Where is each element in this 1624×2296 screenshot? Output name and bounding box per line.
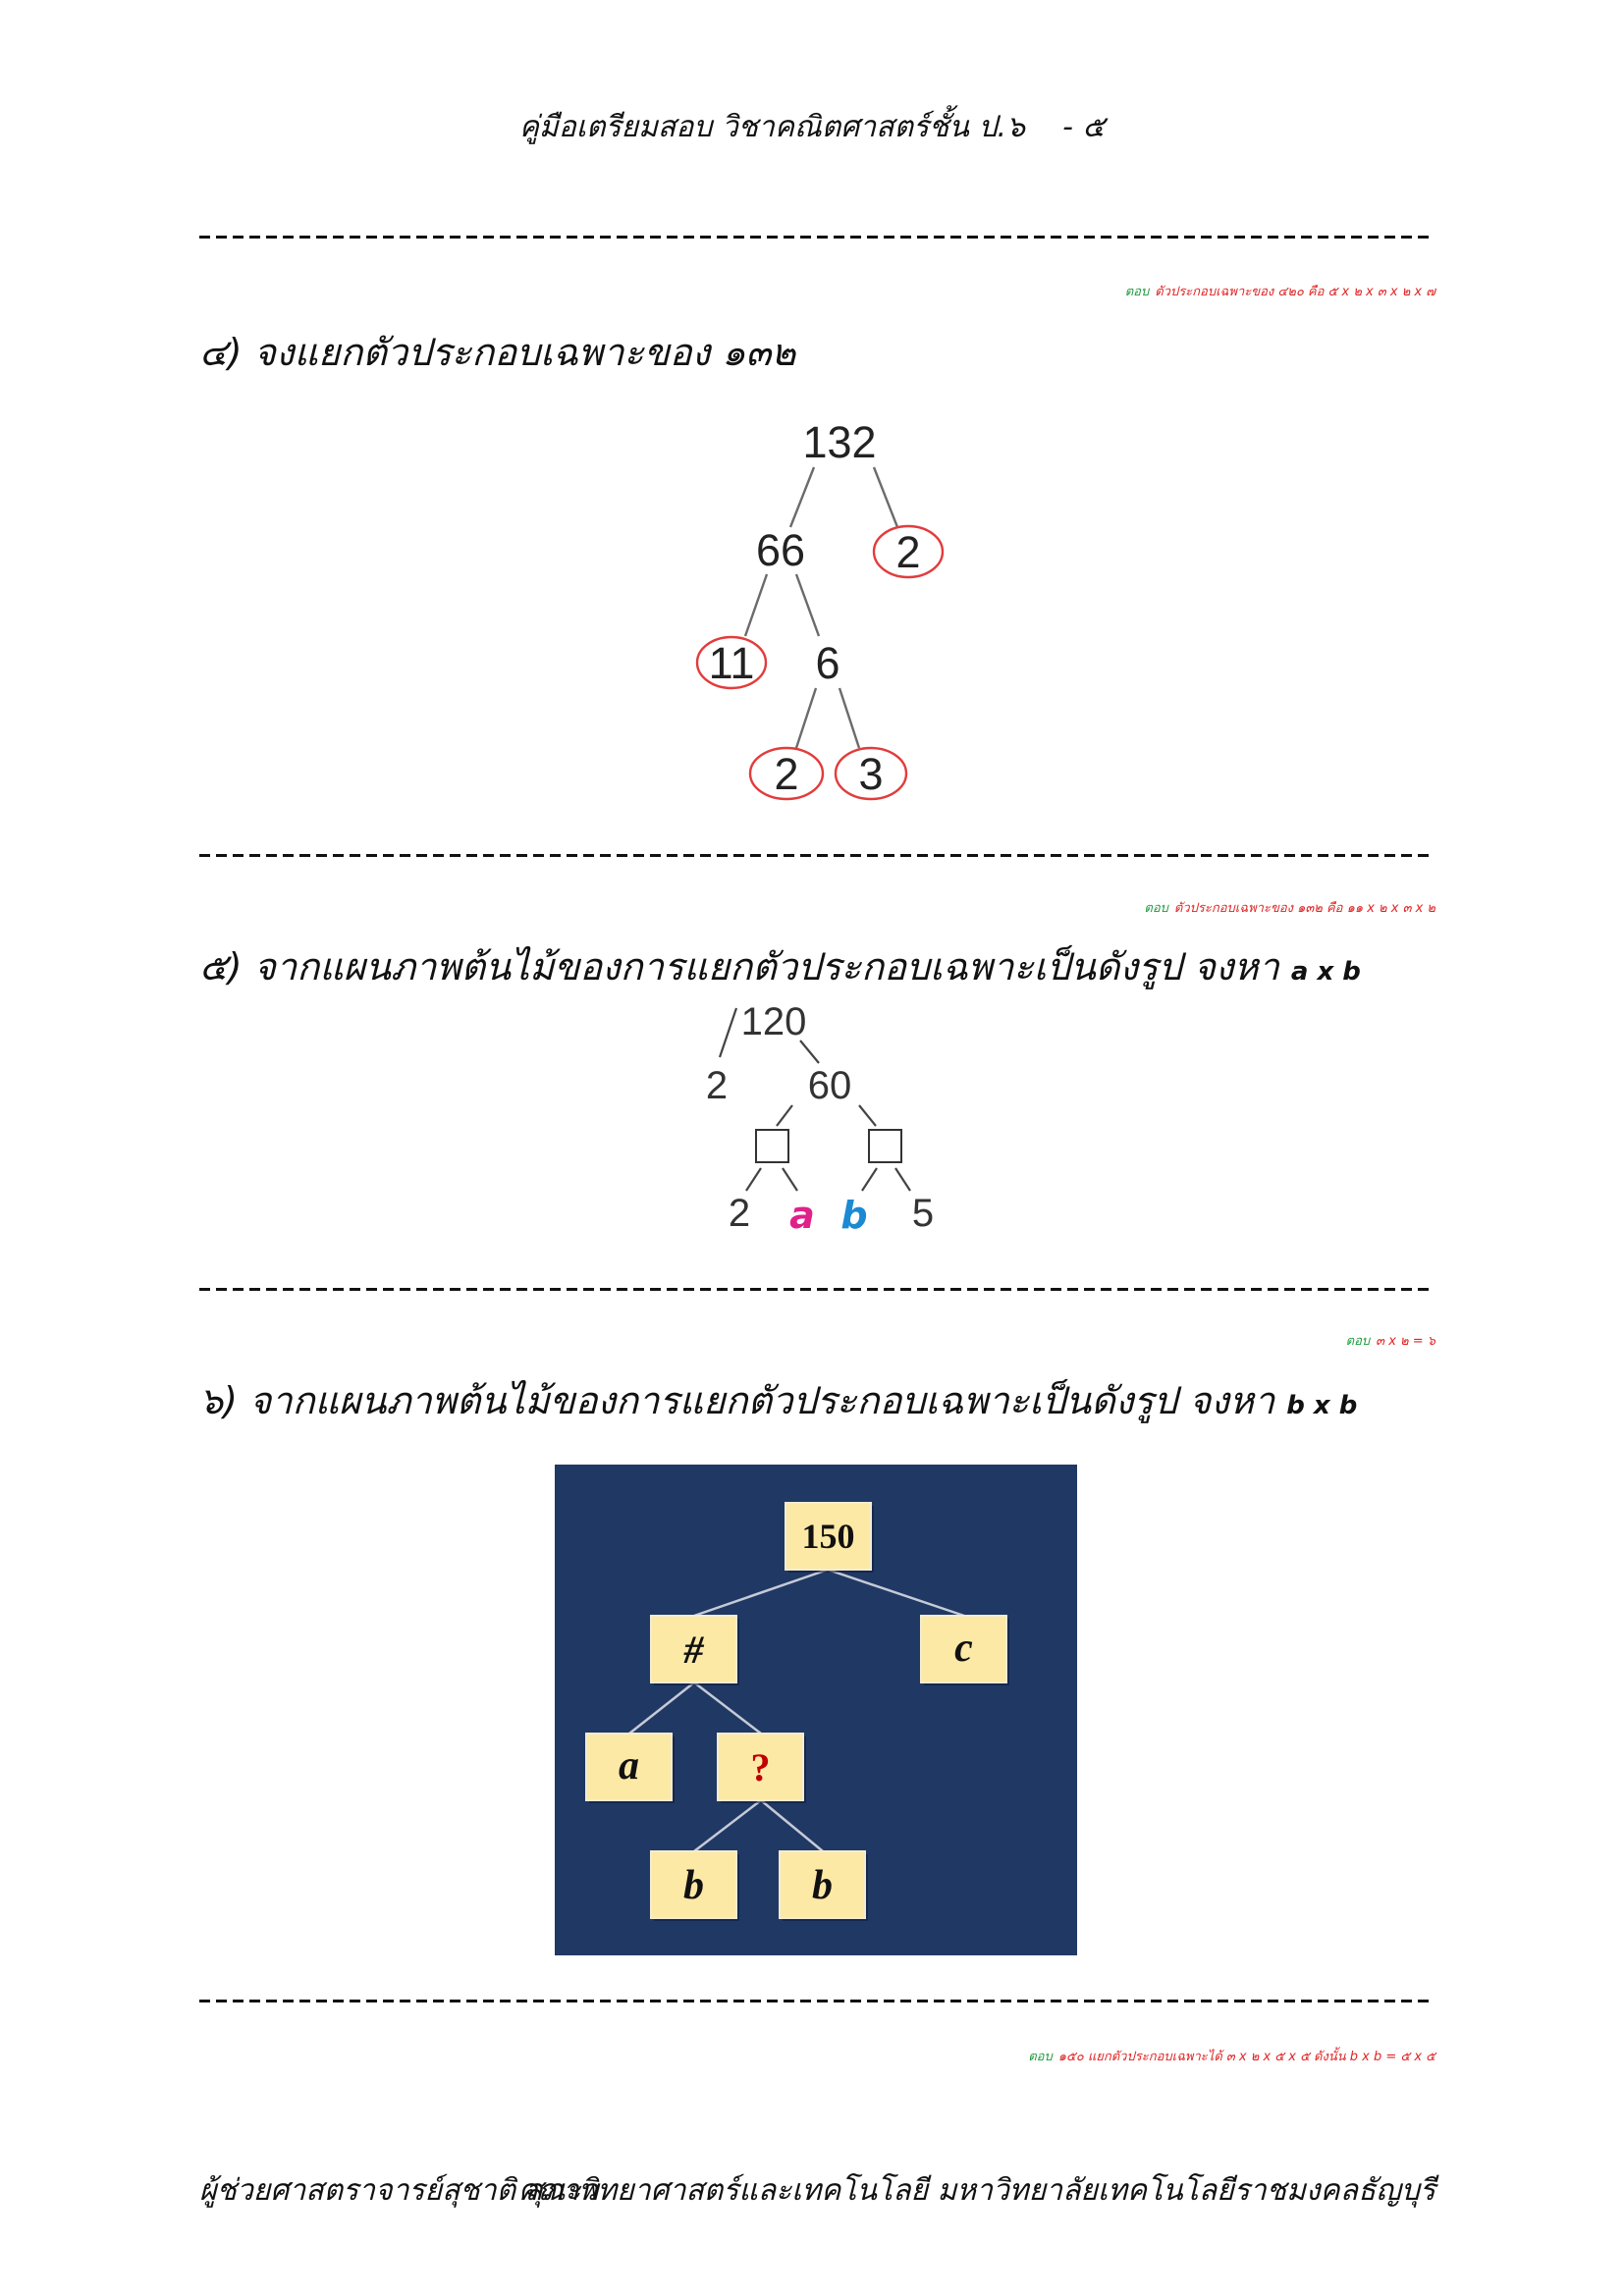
dashed-divider bbox=[199, 2000, 1432, 2002]
tree-leaf-variable-a: a bbox=[789, 1194, 815, 1237]
dashed-divider bbox=[199, 1288, 1432, 1291]
tree-node-prime: 2 bbox=[774, 749, 799, 799]
tree-node: a bbox=[619, 1743, 639, 1789]
footer-author: ผู้ช่วยศาสตราจารย์สุชาติ สุภาพ bbox=[199, 2173, 599, 2208]
header-title: คู่มือเตรียมสอบ วิชาคณิตศาสตร์ชั้น ป.๖ bbox=[518, 110, 1026, 144]
tree-branch bbox=[796, 688, 816, 748]
question-4-prompt: ๔) จงแยกตัวประกอบเฉพาะของ ๑๓๒ bbox=[199, 331, 796, 374]
answer-label: ตอบ bbox=[1345, 1334, 1371, 1349]
tree-node: b bbox=[812, 1863, 833, 1908]
question-5-target: a x b bbox=[1290, 957, 1361, 987]
question-6 bbox=[199, 1370, 1357, 1430]
answer-q4 bbox=[1144, 897, 1435, 918]
answer-text: ๓ x ๒ = ๖ bbox=[1376, 1334, 1435, 1349]
tree-branch bbox=[761, 1800, 823, 1851]
tree-leaf-variable-b: b bbox=[840, 1194, 868, 1237]
tree-node-prime: 11 bbox=[708, 638, 755, 688]
question-4 bbox=[199, 322, 795, 382]
tree-branch bbox=[694, 1682, 761, 1734]
tree-branch bbox=[720, 1008, 736, 1057]
tree-node-root: 132 bbox=[802, 417, 877, 467]
factor-tree-150 bbox=[555, 1465, 1077, 1955]
tree-node: b bbox=[683, 1863, 704, 1908]
tree-node: c bbox=[954, 1626, 973, 1671]
tree-branch bbox=[839, 688, 859, 748]
tree-branch bbox=[862, 1168, 877, 1191]
answer-text: ตัวประกอบเฉพาะของ ๑๓๒ คือ ๑๑ x ๒ x ๓ x ๒ bbox=[1173, 901, 1435, 916]
answer-text: ๑๕๐ แยกตัวประกอบเฉพาะได้ ๓ x ๒ x ๕ x ๕ ดังนั้น b x b = ๕ x ๕ bbox=[1057, 2050, 1435, 2064]
header-page-number: - ๕ bbox=[1062, 110, 1106, 144]
tree-node-root: 150 bbox=[801, 1517, 855, 1556]
answer-label: ตอบ bbox=[1124, 285, 1150, 299]
tree-node: 6 bbox=[815, 638, 840, 688]
tree-branch bbox=[790, 467, 814, 527]
tree-leaf: 2 bbox=[728, 1192, 751, 1235]
tree-branch bbox=[745, 574, 767, 636]
tree-branch bbox=[796, 574, 819, 636]
question-5 bbox=[199, 936, 1361, 996]
footer-affiliation: คณะวิทยาศาสตร์และเทคโนโลยี มหาวิทยาลัยเทคโนโลยีราชมงคลธัญบุรี bbox=[517, 2173, 1435, 2208]
answer-previous bbox=[1125, 281, 1435, 301]
tree-branch bbox=[629, 1682, 694, 1734]
dashed-divider bbox=[199, 236, 1432, 239]
tree-branch bbox=[694, 1570, 828, 1616]
tree-branch bbox=[874, 467, 897, 527]
tree-branch bbox=[828, 1570, 964, 1616]
tree-node: 60 bbox=[807, 1064, 852, 1107]
tree-branch bbox=[746, 1168, 761, 1191]
tree-node: # bbox=[683, 1628, 704, 1672]
answer-label: ตอบ bbox=[1144, 901, 1168, 916]
tree-node-prime: 3 bbox=[858, 749, 884, 799]
dashed-divider bbox=[199, 854, 1432, 857]
answer-label: ตอบ bbox=[1028, 2050, 1053, 2064]
tree-branch bbox=[859, 1105, 876, 1126]
tree-branch bbox=[783, 1168, 797, 1191]
blank-box bbox=[869, 1130, 901, 1162]
blank-box bbox=[756, 1130, 788, 1162]
tree-node-root: 120 bbox=[740, 1000, 807, 1043]
answer-q5 bbox=[1346, 1330, 1435, 1351]
tree-branch bbox=[777, 1105, 792, 1126]
tree-node: 66 bbox=[755, 525, 806, 575]
answer-text: ตัวประกอบเฉพาะของ ๔๒๐ คือ ๕ x ๒ x ๓ x ๒ x ๗ bbox=[1155, 285, 1435, 299]
factor-tree-132 bbox=[668, 402, 962, 815]
answer-q6 bbox=[1028, 2046, 1435, 2066]
factor-tree-120 bbox=[687, 991, 952, 1237]
tree-node-prime: 2 bbox=[895, 527, 921, 577]
tree-branch bbox=[800, 1041, 819, 1063]
tree-node: 2 bbox=[705, 1064, 729, 1107]
tree-leaf: 5 bbox=[911, 1192, 935, 1235]
tree-branch bbox=[694, 1800, 761, 1851]
page-header bbox=[0, 104, 1624, 150]
tree-node-unknown: ? bbox=[750, 1745, 771, 1789]
tree-branch bbox=[895, 1168, 910, 1191]
question-6-prompt: ๖) จากแผนภาพต้นไม้ของการแยกตัวประกอบเฉพาะเป็นดังรูป จงหา bbox=[199, 1379, 1275, 1422]
question-6-target: b x b bbox=[1286, 1391, 1358, 1420]
question-5-prompt: ๕) จากแผนภาพต้นไม้ของการแยกตัวประกอบเฉพาะเป็นดังรูป จงหา bbox=[199, 945, 1279, 988]
